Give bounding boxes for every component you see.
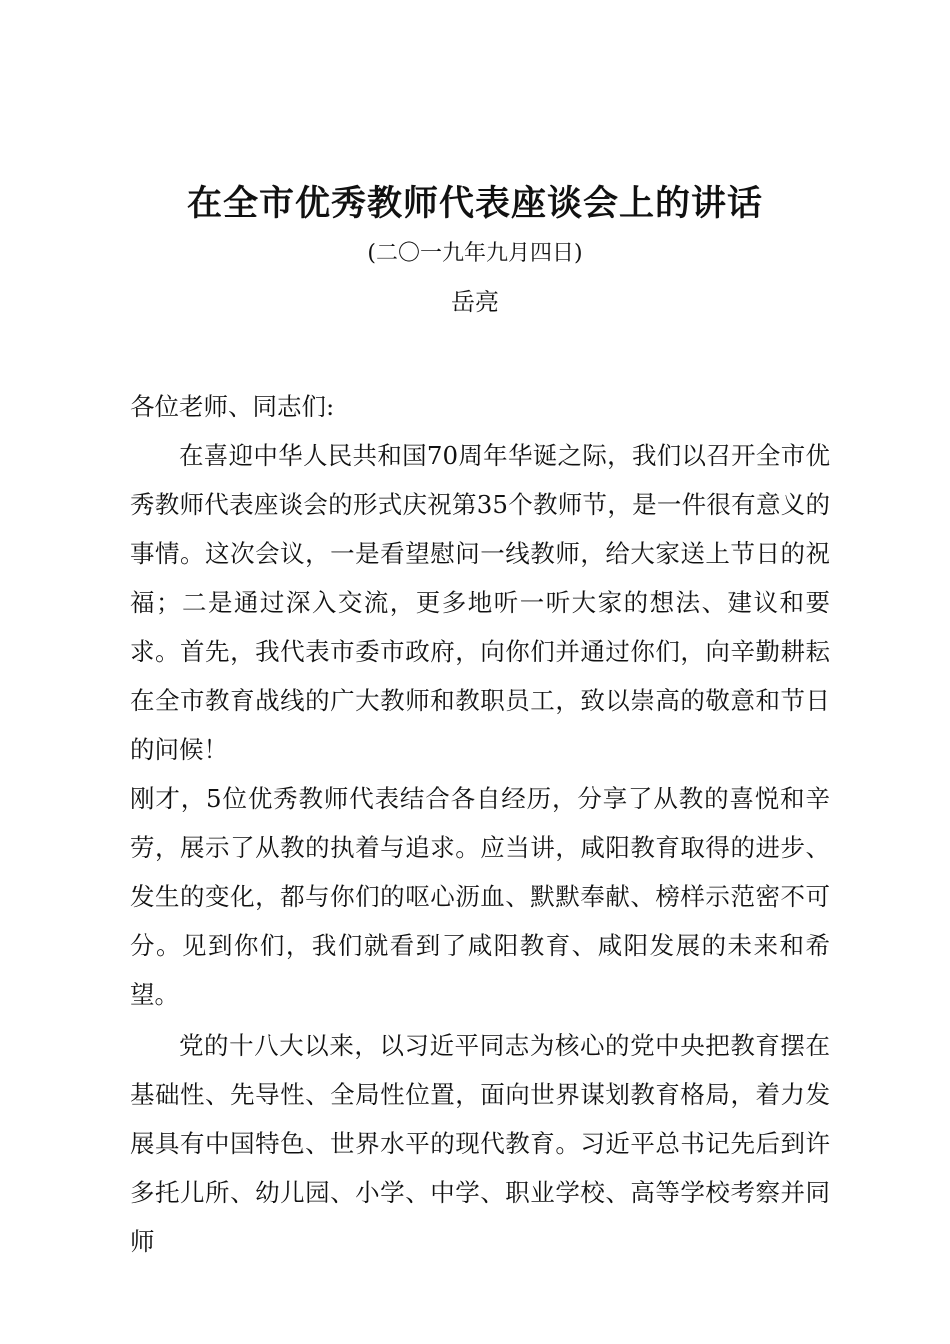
paragraph-3: 党的十八大以来，以习近平同志为核心的党中央把教育摆在基础性、先导性、全局性位置，面向世界谋划教育格局，着力发展具有中国特色、世界水平的现代教育。习近平总书记先后到许多托儿所、幼儿园、小学、中学、职业学校、高等学校考察并同师 bbox=[130, 1031, 830, 1256]
document-date: (二〇一九年九月四日) bbox=[367, 241, 583, 266]
paragraph-1: 在喜迎中华人民共和国70周年华诞之际，我们以召开全市优秀教师代表座谈会的形式庆祝第35个教师节，是一件很有意义的事情。这次会议，一是看望慰问一线教师，给大家送上节日的祝福；二是通过深入交流，更多地听一听大家的想法、建议和要求。首先，我代表市委市政府，向你们并通过你们，向辛勤耕耘在全市教育战线的广大教师和教职员工，致以崇高的敬意和节日的问候！ bbox=[130, 441, 830, 764]
document-author: 岳亮 bbox=[451, 288, 499, 316]
paragraph-2: 刚才，5位优秀教师代表结合各自经历，分享了从教的喜悦和辛劳，展示了从教的执着与追求。应当讲，咸阳教育取得的进步、发生的变化，都与你们的呕心沥血、默默奉献、榜样示范密不可分。见到你们，我们就看到了咸阳教育、咸阳发展的未来和希望。 bbox=[130, 784, 830, 1009]
greeting: 各位老师、同志们: bbox=[130, 392, 335, 421]
document-body bbox=[130, 382, 830, 1266]
document-title: 在全市优秀教师代表座谈会上的讲话 bbox=[186, 183, 763, 224]
